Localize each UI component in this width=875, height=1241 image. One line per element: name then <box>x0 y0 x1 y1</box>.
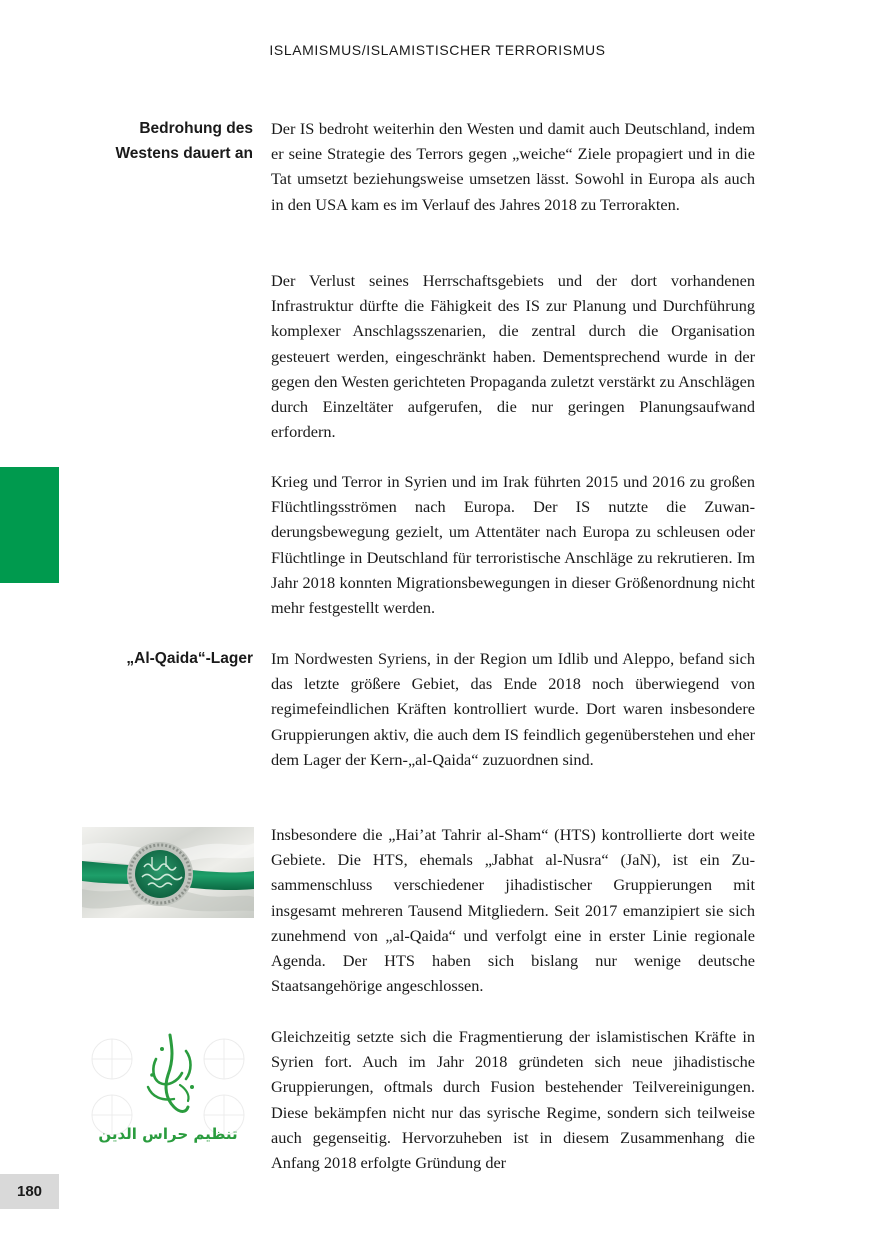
hurras-al-din-figure <box>82 1029 254 1150</box>
paragraph-3: Krieg und Terror in Syrien und im Irak führten 2015 und 2016 zu großen Flüchtlingsströmen nach Europa. Der IS nutzte die Zuwanderungsbewegung gezielt, um Attentäter nach Europa zu schleusen oder Flüchtlinge in Deutschland für terroristische Anschläge zu rekrutieren. Im Jahr 2018 konnten Migrationsbewegungen in dieser Größenordnung nicht mehr festgestellt werden. <box>271 472 755 618</box>
paragraph-2: Der Verlust seines Herrschaftsgebiets und der dort vorhandenen Infrastruktur dürfte die Fähigkeit des IS zur Planung und Durchführung komplexer Anschlagsszenarien, die zentral durch die Organisation gesteuert werden, eingeschränkt haben. Dementsprechend wurde in der gegen den Westen gerichteten Propaganda zuletzt verstärkt zu Anschlägen durch Einzeltäter aufgerufen, die nur geringen Planungsaufwand erfordern. <box>271 271 755 442</box>
margin-heading-threat: Bedrohung des Westens dauert an <box>115 120 253 162</box>
paragraph-1: Der IS bedroht weiterhin den Westen und damit auch Deutschland, indem er seine Strategie des Terrors gegen „weiche“ Ziele propagiert und in die Tat umsetzt beziehungsweise umsetzen lässt. Sowohl in Europa als auch in den USA kam es im Verlauf des Jahres 2018 zu Terrorakten. <box>271 119 755 214</box>
hts-flag-image <box>82 827 254 918</box>
page-number-label: 180 <box>16 1183 43 1200</box>
hurras-al-din-logo <box>82 1029 254 1150</box>
paragraph-4: Im Nordwesten Syriens, in der Region um Idlib und Aleppo, befand sich das letzte größere Gebiet, das Ende 2018 noch überwiegend von regimefeindlichen Kräften kontrolliert wurde. Dort waren insbesondere Gruppierungen aktiv, die auch dem IS feindlich gegenüberstehen und eher dem Lager der Kern-„al-Qaida“ zuzuordnen sind. <box>271 649 755 769</box>
margin-heading-qaida: „Al-Qaida“-Lager <box>126 650 253 667</box>
hurras-al-din-caption: تنظيم حراس الدين <box>98 1125 238 1143</box>
section-color-tab <box>0 467 59 583</box>
hts-flag-figure <box>82 827 254 918</box>
paragraph-5: Insbesondere die „Hai’at Tahrir al-Sham“ (HTS) kontrollierte dort weite Gebiete. Die HTS, ehemals „Jabhat al-Nusra“ (JaN), ist ein Zusammenschluss verschiedener jihadistischer Gruppierungen mit insgesamt mehreren Tausend Mitgliedern. Seit 2017 emanzipiert sie sich zunehmend von „al-Qaida“ und verfolgt eine in erster Linie regionale Agenda. Der HTS haben sich bislang nur wenige deutsche Staatsangehörige angeschlossen. <box>271 825 755 996</box>
page-number <box>0 1174 59 1209</box>
paragraph-6: Gleichzeitig setzte sich die Fragmentierung der islamistischen Kräfte in Syrien fort. Auch im Jahr 2018 gründeten sich neue jihadistische Gruppierungen, oftmals durch Fusion bestehender Teilvereinigungen. Diese bekämpfen nicht nur das syrische Regime, sondern sich teilweise auch gegenseitig. Hervorzuheben ist in diesem Zusammenhang die Anfang 2018 erfolgte Gründung der <box>271 1027 755 1173</box>
running-header: ISLAMISMUS/ISLAMISTISCHER TERRORISMUS <box>269 42 606 58</box>
